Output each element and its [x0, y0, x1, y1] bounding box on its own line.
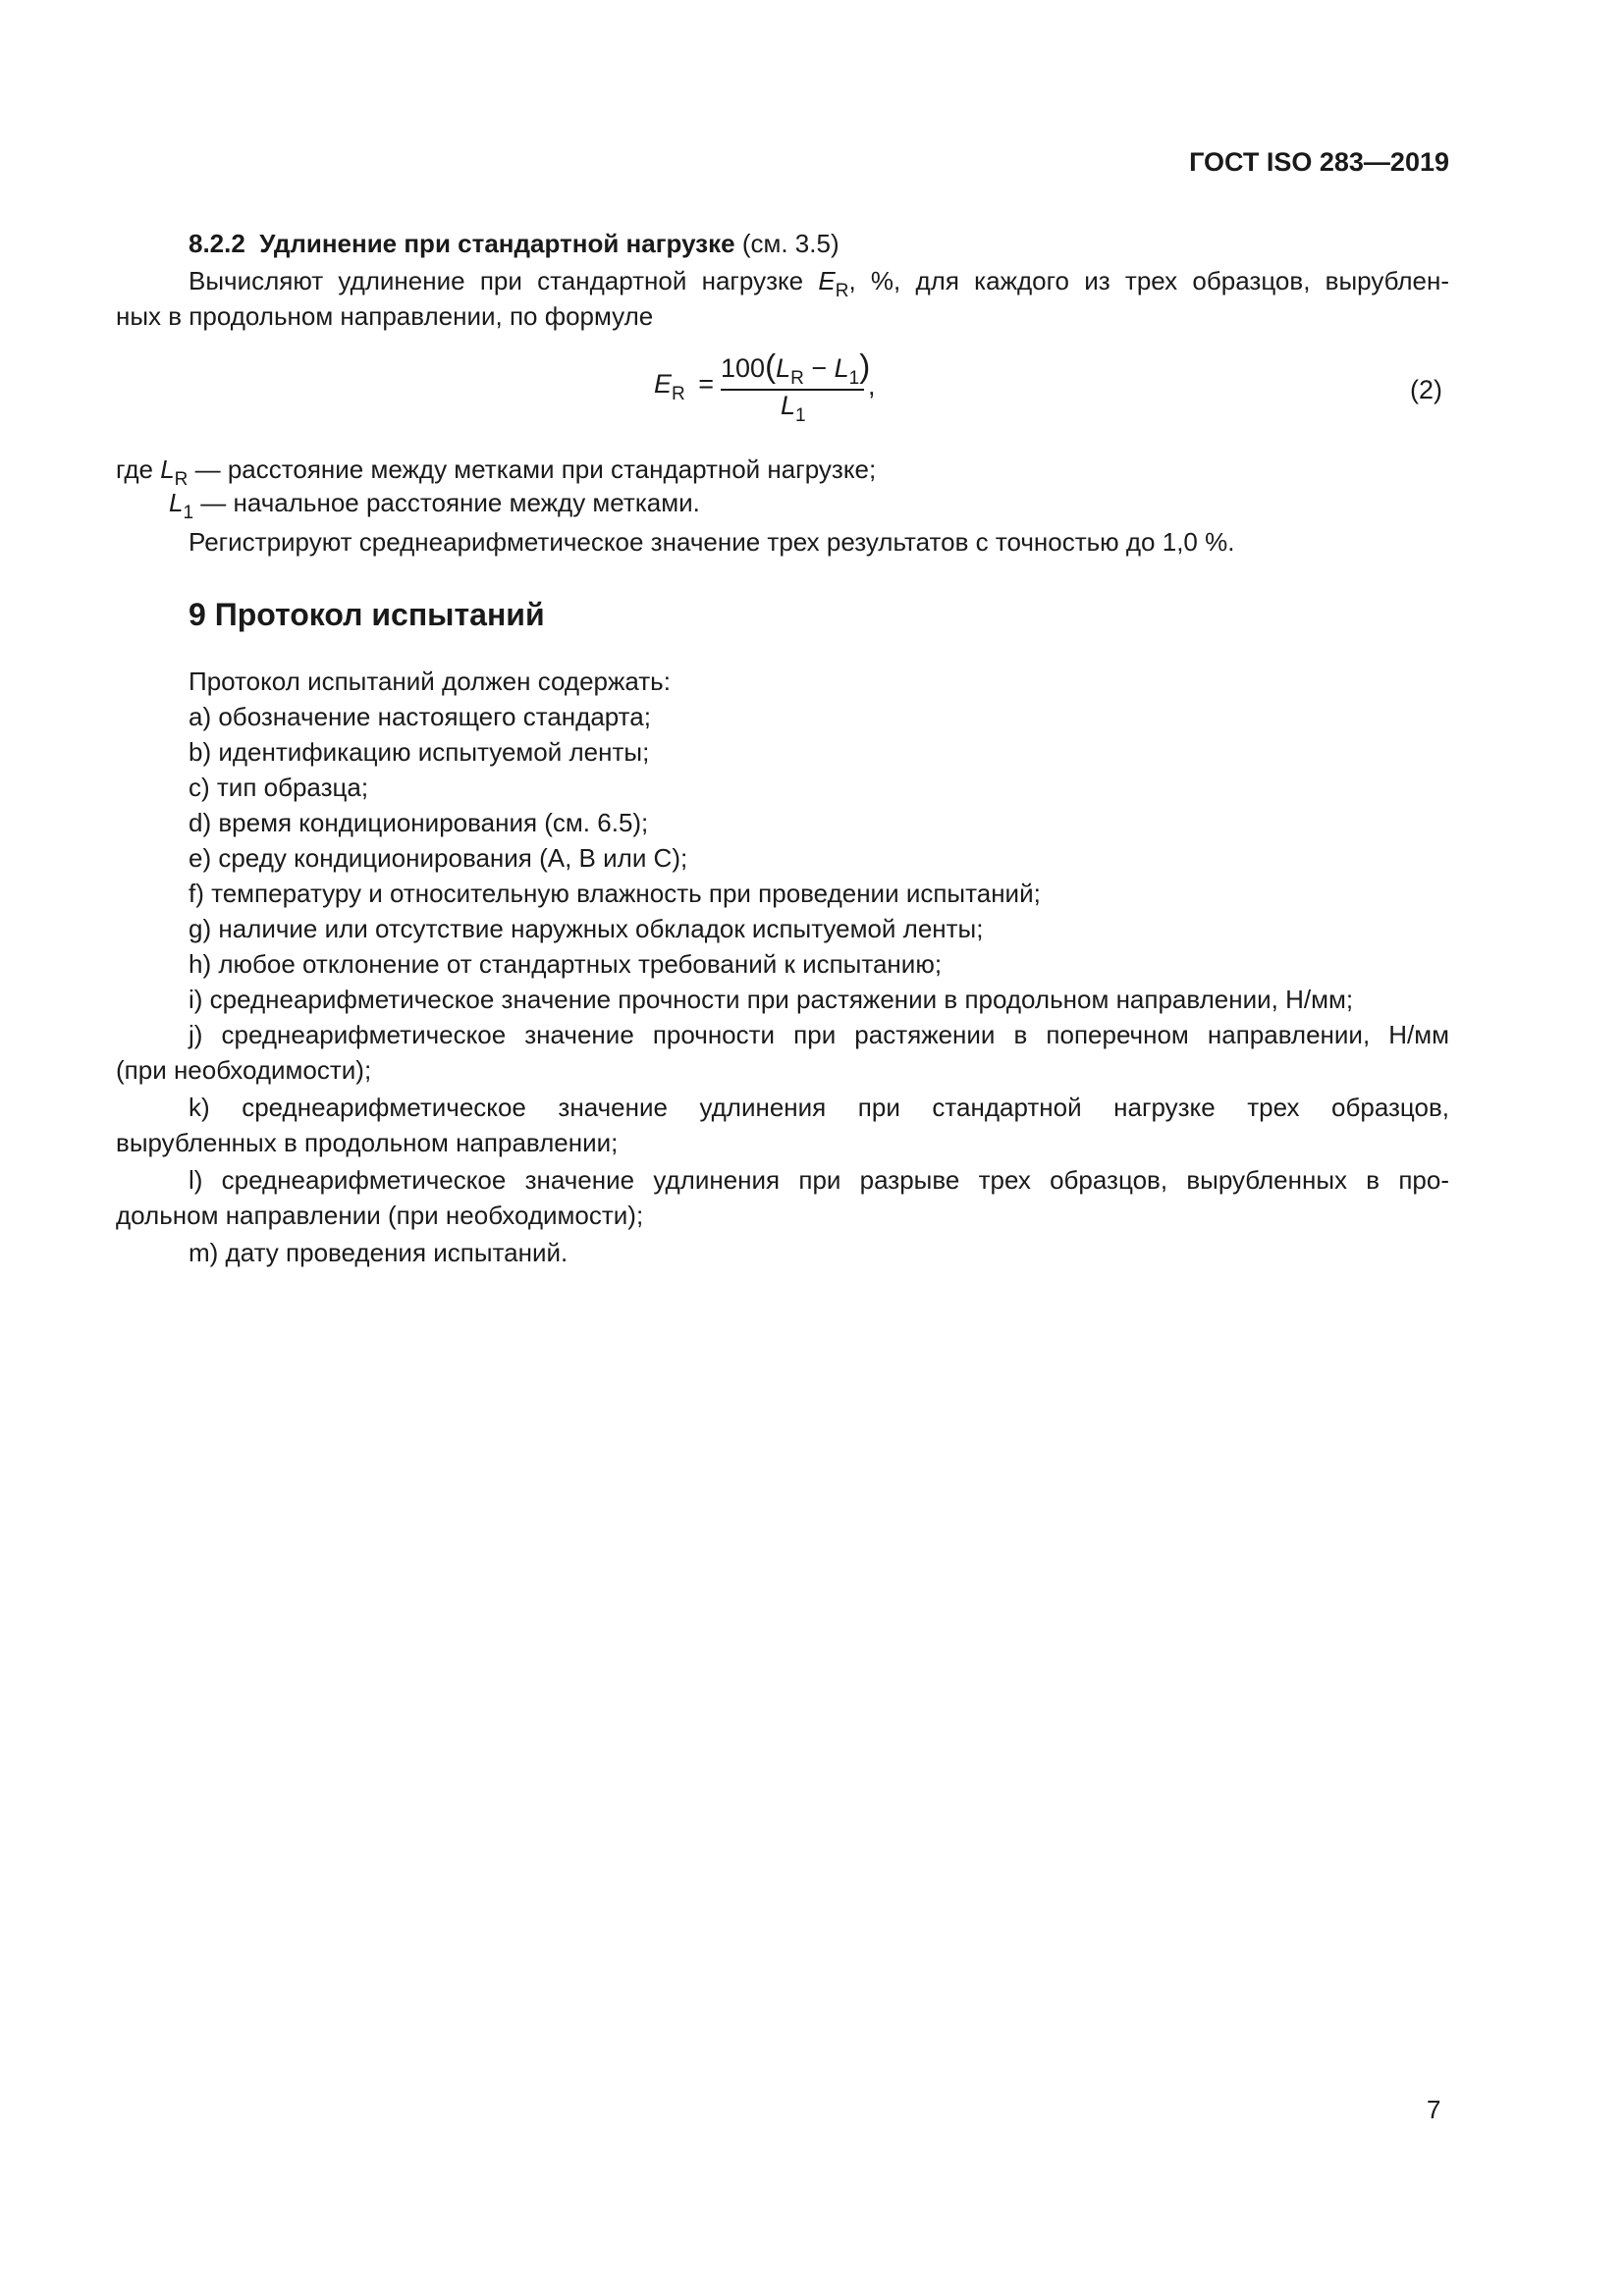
document-id-header: ГОСТ ISO 283—2019	[1189, 147, 1449, 177]
equation-number: (2)	[1410, 375, 1442, 404]
where-line-1: где $L_R$ — расстояние между метками при стандартной нагрузке;	[116, 454, 877, 490]
register-paragraph: Регистрируют среднеарифметическое значение трех результатов с точностью до 1,0 %.	[189, 527, 1235, 557]
symbol-er: $E_R$	[818, 266, 849, 301]
list-item-k-line-1: k) среднеарифметическое значение удлинения при стандартной нагрузке трех образцов,	[189, 1093, 1449, 1122]
subsection-number: 8.2.2	[189, 229, 245, 258]
page-number: 7	[1427, 2095, 1441, 2124]
list-item-j-line-1: j) среднеарифметическое значение прочности при растяжении в поперечном направлении, Н/мм	[189, 1020, 1449, 1049]
list-item-g: g) наличие или отсутствие наружных обкладок испытуемой ленты;	[189, 914, 984, 943]
list-item-k-line-2: вырубленных в продольном направлении;	[116, 1128, 619, 1157]
list-item-m: m) дату проведения испытаний.	[189, 1238, 568, 1267]
list-item-a: a) обозначение настоящего стандарта;	[189, 702, 651, 731]
formula-denominator: $L_1$	[781, 391, 806, 426]
list-item-d: d) время кондиционирования (см. 6.5);	[189, 808, 649, 837]
formula-lhs: $E_R$ =	[654, 369, 715, 404]
subsection-title: Удлинение при стандартной нагрузке	[259, 229, 735, 258]
list-item-h: h) любое отклонение от стандартных требований к испытанию;	[189, 949, 943, 979]
list-item-c: c) тип образца;	[189, 773, 369, 802]
list-item-l-line-1: l) среднеарифметическое значение удлинения при разрыве трех образцов, вырубленных в про-	[189, 1165, 1449, 1195]
where-line-2: $L_1$ — начальное расстояние между метками.	[169, 488, 700, 523]
list-item-j-line-2: (при необходимости);	[116, 1055, 372, 1085]
list-item-b: b) идентификацию испытуемой ленты;	[189, 737, 650, 767]
list-item-e: e) среду кондиционирования (A, B или C);	[189, 843, 688, 873]
section-heading-9: 9 Протокол испытаний	[189, 597, 545, 632]
formula-numerator: $100(L_R - L_1)$	[721, 347, 871, 389]
intro-line-2: ных в продольном направлении, по формуле	[116, 301, 654, 331]
subsection-ref: (см. 3.5)	[741, 229, 839, 258]
list-item-i: i) среднеарифметическое значение прочности при растяжении в продольном направлении, Н/мм;	[189, 985, 1354, 1014]
subsection-heading-822	[189, 226, 839, 261]
formula-trailing-comma: ,	[868, 371, 876, 400]
list-item-f: f) температуру и относительную влажность при проведении испытаний;	[189, 879, 1041, 908]
intro-line-1: Вычисляют удлинение при стандартной нагрузке $E_R$, %, для каждого из трех образцов, вырублен-	[189, 266, 1449, 301]
protocol-intro: Протокол испытаний должен содержать:	[189, 667, 671, 696]
list-item-l-line-2: дольном направлении (при необходимости);	[116, 1201, 644, 1230]
